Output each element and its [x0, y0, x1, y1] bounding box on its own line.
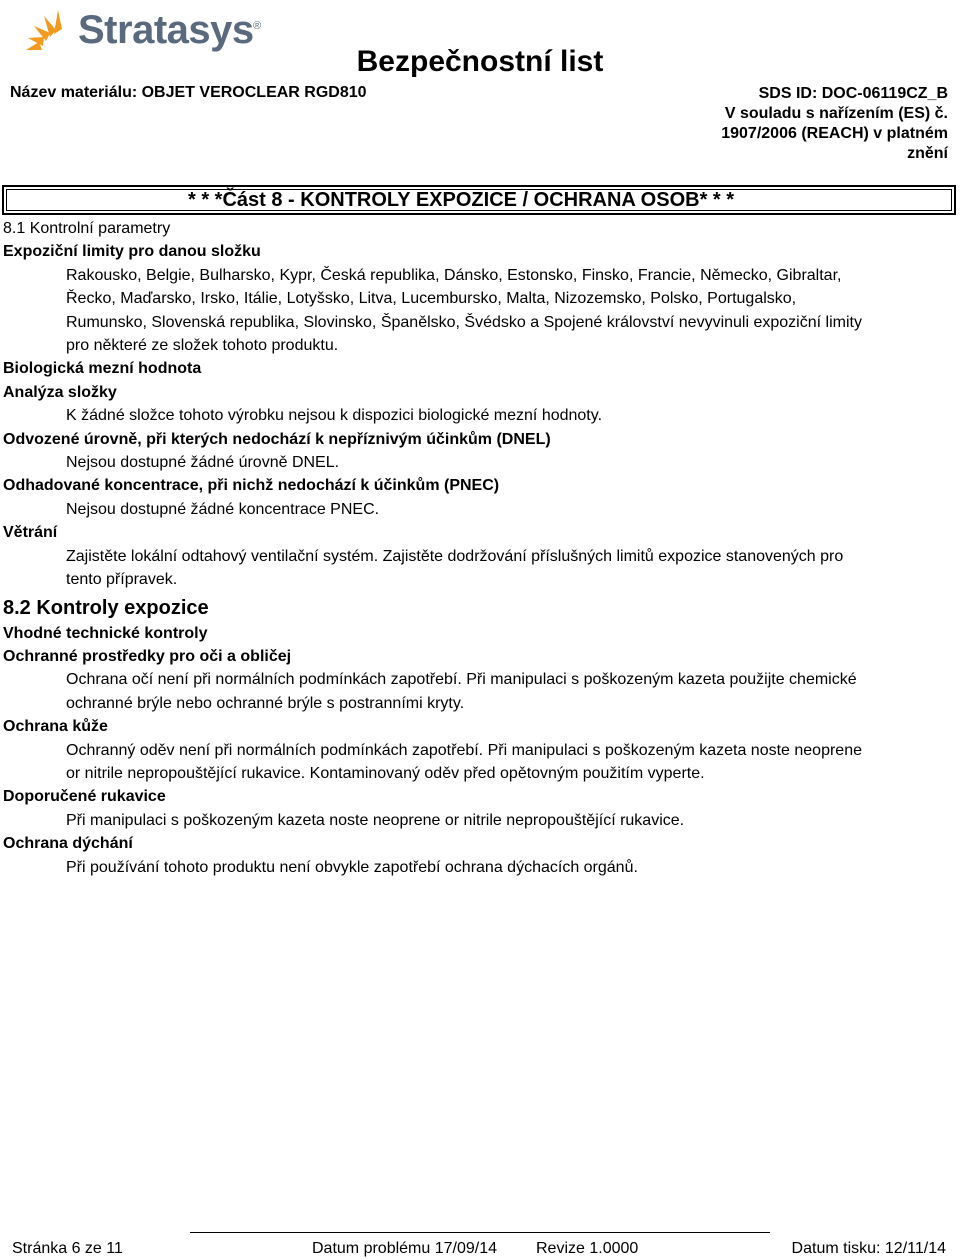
logo-registered-mark: ®: [253, 20, 262, 32]
analysis-heading: Analýza složky: [3, 383, 117, 401]
text-line: Zajistěte lokální odtahový ventilační systém. Zajistěte dodržování příslušných limitů expozice stanovených pro: [66, 547, 844, 565]
ventilation-heading: Větrání: [3, 524, 58, 542]
text-line: ochranné brýle nebo ochranné brýle s postranními kryty.: [66, 694, 465, 712]
section-title: * * *Část 8 - KONTROLY EXPOZICE / OCHRANA OSOB* * *: [188, 189, 735, 211]
text-line: Rumunsko, Slovenská republika, Slovinsko, Španělsko, Švédsko a Spojené království nevyvinuli expoziční limity: [66, 313, 862, 331]
text-line: pro některé ze složek tohoto produktu.: [66, 337, 339, 355]
bio-limit-heading: Biologická mezní hodnota: [3, 360, 202, 378]
skin-protection-heading: Ochrana kůže: [3, 718, 108, 736]
text-line: Ochrana očí není při normálních podmínkách zapotřebí. Při manipulaci s poškozeným kazeta použijte chemické: [66, 671, 857, 689]
respiratory-heading: Ochrana dýchání: [3, 835, 133, 853]
issue-date: Datum problému 17/09/14: [312, 1240, 497, 1257]
regulation-line: V souladu s nařízením (ES) č.: [724, 105, 948, 122]
sds-id-line: SDS ID: DOC-06119CZ_B: [758, 85, 948, 102]
dnel-heading: Odvozené úrovně, při kterých nedochází k nepříznivým účinkům (DNEL): [3, 430, 551, 448]
revision: Revize 1.0000: [536, 1240, 639, 1257]
sds-id-block: [668, 84, 948, 164]
gloves-heading: Doporučené rukavice: [3, 788, 166, 806]
page-number: Stránka 6 ze 11: [12, 1240, 123, 1257]
analysis-text: K žádné složce tohoto výrobku nejsou k dispozici biologické mezní hodnoty.: [66, 407, 603, 425]
section-content: [3, 217, 953, 879]
skin-protection-text: [3, 739, 953, 786]
text-line: Ochranný oděv není při normálních podmínkách zapotřebí. Při manipulaci s poškozeným kazeta noste neoprene: [66, 741, 862, 759]
text-line: Rakousko, Belgie, Bulharsko, Kypr, Česká republika, Dánsko, Estonsko, Finsko, Francie, Německo, Gibraltar,: [66, 266, 842, 284]
eye-protection-text: [3, 668, 953, 715]
gloves-text: Při manipulaci s poškozeným kazeta noste neoprene or nitrile nepropouštějící rukavice.: [66, 811, 685, 829]
footer-divider: [190, 1232, 770, 1233]
regulation-line: znění: [907, 145, 948, 162]
logo-wordmark: Stratasys: [78, 8, 254, 52]
print-date: Datum tisku: 12/11/14: [791, 1240, 946, 1257]
ventilation-text: [3, 545, 953, 592]
material-name: Název materiálu: OBJET VEROCLEAR RGD810: [10, 84, 367, 101]
text-line: tento přípravek.: [66, 571, 178, 589]
document-title: Bezpečnostní list: [356, 45, 604, 78]
limits-text: [3, 264, 953, 358]
text-line: Řecko, Maďarsko, Irsko, Itálie, Lotyšsko, Litva, Lucembursko, Malta, Nizozemsko, Polsko, Portugalsko,: [66, 290, 797, 308]
limits-heading: Expoziční limity pro danou složku: [3, 243, 261, 261]
regulation-line: 1907/2006 (REACH) v platném: [721, 125, 948, 142]
pnec-heading: Odhadované koncentrace, při nichž nedochází k účinkům (PNEC): [3, 477, 500, 495]
eye-protection-heading: Ochranné prostředky pro oči a obličej: [3, 647, 292, 665]
subsection-title-8-1: 8.1 Kontrolní parametry: [3, 220, 171, 237]
pnec-text: Nejsou dostupné žádné koncentrace PNEC.: [66, 500, 380, 518]
dnel-text: Nejsou dostupné žádné úrovně DNEL.: [66, 454, 340, 472]
subsection-title-8-2: 8.2 Kontroly expozice: [3, 596, 209, 619]
respiratory-text: Při používání tohoto produktu není obvykle zapotřebí ochrana dýchacích orgánů.: [66, 858, 638, 876]
tech-controls-heading: Vhodné technické kontroly: [3, 624, 208, 642]
text-line: or nitrile nepropouštějící rukavice. Kontaminovaný oděv před opětovným použitím vyperte.: [66, 764, 705, 782]
